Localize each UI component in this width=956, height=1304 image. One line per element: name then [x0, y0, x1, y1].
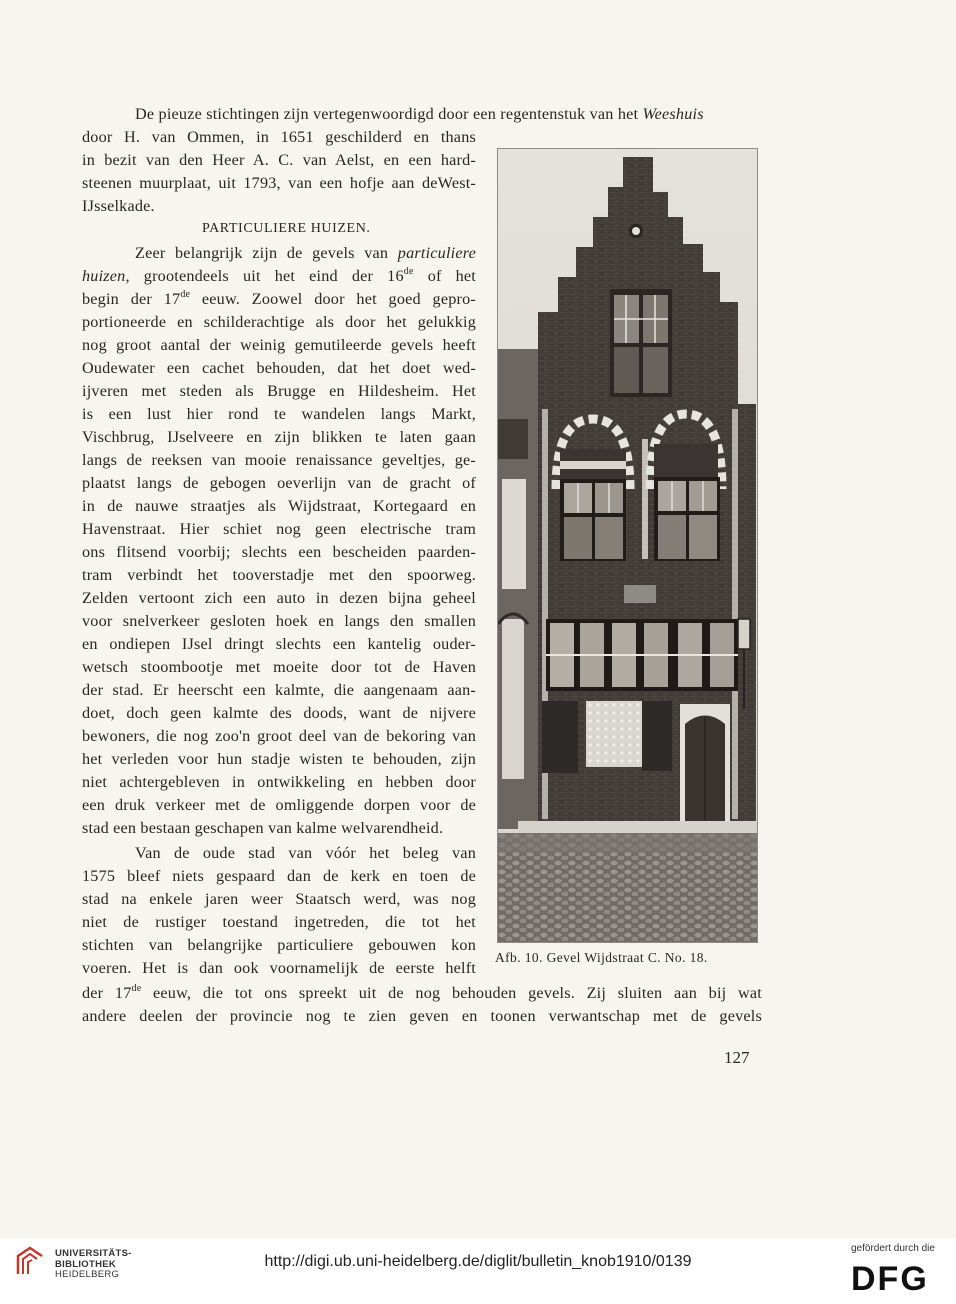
text-line: portioneerde en schilderachtige als door het gelukkig: [82, 313, 476, 331]
text-line: door H. van Ommen, in 1651 geschilderd en thans: [82, 128, 476, 146]
page-number: 127: [724, 1048, 750, 1067]
text-line: tram verbindt het tooverstadje met den spoorweg.: [82, 566, 476, 584]
text-line: steenen muurplaat, uit 1793, van een hofje aan deWest-: [82, 174, 476, 192]
text-line: Oudewater een cachet behouden, dat het doet wed-: [82, 359, 476, 377]
text-line: het verleden voor hun stadje wisten te behouden, zijn: [82, 750, 476, 768]
text-line: Vischbrug, IJselveere en zijn blikken te laten gaan: [82, 428, 476, 446]
text-line: in de nauwe straatjes als Wijdstraat, Kortegaard en: [82, 497, 476, 515]
facade-illustration: [498, 149, 758, 943]
text-line: Havenstraat. Hier schiet nog geen electrische tram: [82, 520, 476, 538]
text-line: voeren. Het is dan ook voornamelijk de eerste helft: [82, 959, 476, 977]
dfg-logo: DFG: [851, 1260, 929, 1298]
text-line: nog groot aantal der weinig gemutileerde gevels heeft: [82, 336, 476, 354]
text-line: langs de reeksen van mooie renaissance geveltjes, ge-: [82, 451, 476, 469]
text-line: Van de oude stad van vóór het beleg van: [135, 844, 476, 862]
text-line: IJsselkade.: [82, 197, 155, 215]
text-line: wetsch stoombootje met moeite door tot de Haven: [82, 658, 476, 676]
text-line: andere deelen der provincie nog te zien geven en toonen verwantschap met de gevels: [82, 1007, 762, 1025]
text-line: bewoners, die nog zoo'n groot deel van de bekoring van: [82, 727, 476, 745]
text-line: ons flitsend voorbij; slechts een bescheiden paarden-: [82, 543, 476, 561]
text-line: niet de rustiger toestand ingetreden, die tot het: [82, 913, 476, 931]
funding-label: gefördert durch die: [851, 1243, 935, 1254]
text-line: Zeer belangrijk zijn de gevels van particuliere: [135, 244, 477, 262]
source-url-link[interactable]: http://digi.ub.uni-heidelberg.de/diglit/bulletin_knob1910/0139: [264, 1253, 692, 1270]
text-line: doet, doch geen kalmte des doods, want de nijvere: [82, 704, 476, 722]
text-line: en ondiepen IJsel dringt slechts een kantelig ouder-: [82, 635, 476, 653]
text-line: der 17de eeuw, die tot ons spreekt uit de nog behouden gevels. Zij sluiten aan bij wat: [82, 982, 762, 1002]
text-line: 1575 bleef niets gespaard dan de kerk en toen de: [82, 867, 476, 885]
text-line: een druk verkeer met de omliggende dorpen voor de: [82, 796, 476, 814]
text-line: der stad. Er heerscht een kalmte, die aangenaam aan-: [82, 681, 476, 699]
text-line: is een lust hier rond te wandelen langs Markt,: [82, 405, 476, 423]
text-line: in bezit van den Heer A. C. van Aelst, en een hard-: [82, 151, 476, 169]
text-line: voor snelverkeer gesloten hoek en langs den smallen: [82, 612, 476, 630]
text-line: niet achtergebleven in ontwikkeling en hebben door: [82, 773, 476, 791]
text-line: stad na enkele jaren weer Staatsch werd, was nog: [82, 890, 476, 908]
footer-bar: [0, 1238, 956, 1304]
house-facade-photo: [497, 148, 758, 943]
text-line: huizen, grootendeels uit het eind der 16de of het: [82, 265, 477, 285]
text-line: stad een bestaan geschapen van kalme welvarendheid.: [82, 819, 444, 837]
university-library-name: UNIVERSITÄTS- BIBLIOTHEK HEIDELBERG: [55, 1248, 132, 1280]
section-heading: PARTICULIERE HUIZEN.: [202, 221, 371, 236]
text-line: De pieuze stichtingen zijn vertegenwoordigd door een regentenstuk van het Weeshuis: [135, 105, 704, 123]
figure-caption: Afb. 10. Gevel Wijdstraat C. No. 18.: [495, 950, 708, 965]
text-line: Zelden vertoont zich een auto in dezen bijna geheel: [82, 589, 476, 607]
text-line: stichten van belangrijke particuliere gebouwen kon: [82, 936, 476, 954]
text-line: begin der 17de eeuw. Zoowel door het goed gepro-: [82, 288, 476, 308]
text-line: ijveren met steden als Brugge en Hildesheim. Het: [82, 382, 476, 400]
text-line: plaatst langs de gebogen oeverlijn van de gracht of: [82, 474, 476, 492]
